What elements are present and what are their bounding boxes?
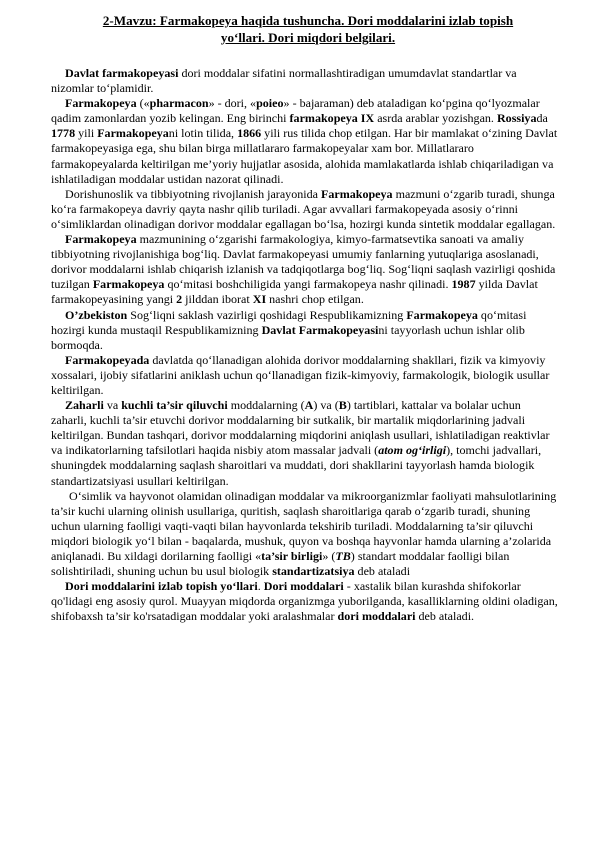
bold-text-segment: Farmakopeya [65, 96, 137, 111]
text-segment: Sog‘liqni saklash vazirligi qoshidagi Respublikamizning [127, 307, 407, 322]
text-segment: da [536, 111, 548, 126]
bold-text-segment: TB [335, 549, 351, 563]
bold-text-segment: pharmacon [149, 96, 209, 111]
text-segment: ) standart moddalar faolligi bilan solishtiriladi, shuning uchun bu usul biologik [51, 549, 510, 579]
paragraph [51, 96, 558, 187]
bold-text-segment: Farmakopeya [65, 232, 137, 247]
text-segment: ) tartiblari, kattalar va bolalar uchun zaharli, kuchli ta’sir etuvchi dorivor moddalarning bir sutkalik, bir martalik miqdorlarining jadvali keltirilgan. Bundan tashqari, dorivor moddalarning miqdorini aniqlash usullari, ishlatiladigan reaktivlar va indikatorlarning tafsilotlari haqida nisbiy atom massalar jadvali ( [51, 398, 550, 458]
title-line-1: 2-Mavzu: Farmakopeya haqida tushuncha. Dori moddalarini izlab topish [102, 13, 514, 28]
bold-text-segment: Farmakopeya [320, 186, 393, 201]
paragraph [51, 353, 558, 398]
bold-text-segment: 2 [176, 292, 183, 307]
paragraph [51, 308, 558, 353]
text-segment: qo‘mitasi boshchiligida yangi farmakopeya nashr qilinadi. [164, 277, 452, 292]
bold-text-segment: 1866 [237, 126, 262, 141]
text-segment: - xastalik bilan kurashda shifokorlar qo'lidagi eng asosiy qurol. Muayyan miqdorda organizmga yuborilganda, kasalliklarning oldini oladigan, shifobaxsh ta’sir ko'rsatadigan moddalar yoki aralashmalar [51, 579, 558, 624]
text-segment: nashri chop etilgan. [266, 292, 364, 307]
text-segment: mazmunining o‘zgarishi farmakologiya, kimyo-farmatsevtika sanoati va amaliy tibbiyotning rivojlanishiga bog‘liq. Davlat farmakopeyasi umumiy fanlarning yutuqlariga asoslanadi, dorivor moddalarni ishlab chiqarish izlanish va tadqiqotlarga bog‘liq. Sog‘liqni saqlash vazirligi qoshida tuzilgan [51, 232, 556, 292]
bold-text-segment: Zaharli [65, 398, 104, 413]
bold-text-segment: poieo [256, 96, 284, 111]
page-title [60, 13, 556, 46]
text-segment: qo‘mitasi hozirgi kunda mustaqil Respublikamizning [51, 307, 527, 337]
bold-text-segment: Rossiya [496, 111, 537, 126]
text-segment: mazmuni o‘zgarib turadi, shunga ko‘ra farmakopeya davriy qayta nashr qilib turiladi. Agar avvallari farmakopeyada asosiy o‘rinni o‘simliklardan olinadigan dorivor moddalar egallagan bo‘lsa, hozirgi kunda sintetik moddalar egallagan. [51, 186, 556, 231]
bold-text-segment: O’zbekiston [65, 307, 128, 322]
text-segment: davlatda qo‘llanadigan alohida dorivor moddalarning shakllari, fizik va kimyoviy xossalari, ijobiy sifatlarini aniklash uchun qo‘llanadigan fizik-kimyoviy, farmakologik, biologik usullar keltirilgan. [51, 352, 550, 397]
bold-text-segment: XI [252, 292, 267, 307]
bold-text-segment: 1987 [451, 277, 476, 292]
paragraph [51, 398, 558, 489]
text-segment: moddalarning ( [227, 398, 305, 413]
paragraph [51, 579, 558, 624]
text-segment: ni lotin tilida, [168, 126, 238, 141]
bold-text-segment: B [338, 398, 347, 413]
bold-text-segment: dori moddalari [337, 609, 416, 624]
text-segment: » - dori, « [208, 96, 257, 111]
paragraph [51, 187, 558, 232]
text-segment: deb ataladi. [415, 609, 475, 624]
bold-text-segment: 1778 [51, 126, 76, 141]
bold-text-segment: Farmakopeya [97, 126, 169, 141]
text-segment: ni tayyorlash uchun ishlar olib bormoqda. [51, 322, 525, 352]
text-segment: yilda Davlat farmakopeyasining yangi [51, 277, 538, 307]
text-segment: jilddan iborat [182, 292, 253, 307]
text-segment: » ( [322, 549, 336, 563]
paragraph [51, 232, 558, 307]
bold-text-segment: Farmakopeya [406, 307, 478, 322]
bold-text-segment: Davlat farmakopeyasi [65, 66, 179, 80]
text-segment: dori moddalar sifatini normallashtiradigan umumdavlat standartlar va nizomlar to‘plamidir. [51, 66, 517, 96]
bold-text-segment: standartizatsiya [272, 564, 355, 579]
bold-text-segment: farmakopeya IX [289, 111, 375, 126]
bold-text-segment: Farmakopeya [92, 277, 165, 292]
document-body [51, 66, 558, 624]
bold-text-segment: atom og‘irligi [378, 443, 447, 458]
text-segment: yili [75, 126, 98, 141]
text-segment: ), tomchi jadvallari, shuningdek moddalarning saqlash sharoitlari va muddati, dori shakllarini tayyorlash hamda biologik standartizatsiyasi usullari keltirilgan. [51, 443, 542, 488]
bold-text-segment: ta’sir birligi [261, 549, 323, 563]
text-segment: yili rus tilida chop etilgan. Har bir mamlakat o‘zining Davlat farmakopeyasiga ega, shu bilan birga millatlararo farmakopeyalar xam bor. Millatlararo farmakopeyalarda keltirilgan me’yoriy hujjatlar asosida, alohida mamlakatlarda ishlab chiqariladigan va ishlatiladigan moddalar ustidan nazorat qilinadi. [51, 126, 558, 186]
text-segment: O‘simlik va hayvonot olamidan olinadigan moddalar va mikroorganizmlar faoliyati mahsulotlarining ta’sir kuchi ularning olinish usullariga, quritish, saqlash sharoitlariga qarab o‘zgarib turadi, shuning uchun ularning faolligi vaqti-vaqti bilan hayvonlarda tekshirib turiladi. Moddalarning ta’sir qiluvchi miqdori biologik yo‘l bilan - baqalarda, mushuk, quyon va boshqa hayvonlar hamda ularning a’zolarida aniqlanadi. Bu xildagi dorilarning faolligi « [51, 488, 557, 563]
paragraph [51, 66, 558, 96]
text-segment: asrda arablar yozishgan. [374, 111, 497, 126]
text-segment: deb ataladi [354, 564, 411, 579]
bold-text-segment: Davlat Farmakopeyasi [261, 322, 379, 337]
paragraph [51, 489, 558, 580]
bold-text-segment: Dori moddalari [263, 579, 344, 594]
bold-text-segment: Dori moddalarini izlab topish yo‘llari [65, 579, 258, 594]
text-segment: » - bajaraman) deb ataladigan ko‘pgina qo‘lyozmalar qadim zamonlardan yozib kelingan. Eng birinchi [51, 96, 540, 126]
bold-text-segment: kuchli ta’sir qiluvchi [121, 398, 228, 413]
text-segment: Dorishunoslik va tibbiyotning rivojlanish jarayonida [65, 186, 321, 201]
bold-text-segment: A [304, 398, 314, 413]
text-segment: . [257, 579, 264, 594]
bold-text-segment: Farmakopeyada [65, 352, 150, 367]
title-line-2: yo‘llari. Dori miqdori belgilari. [220, 29, 396, 45]
text-segment: (« [136, 96, 150, 111]
text-segment: va [103, 398, 122, 413]
text-segment: ) va ( [313, 398, 339, 413]
